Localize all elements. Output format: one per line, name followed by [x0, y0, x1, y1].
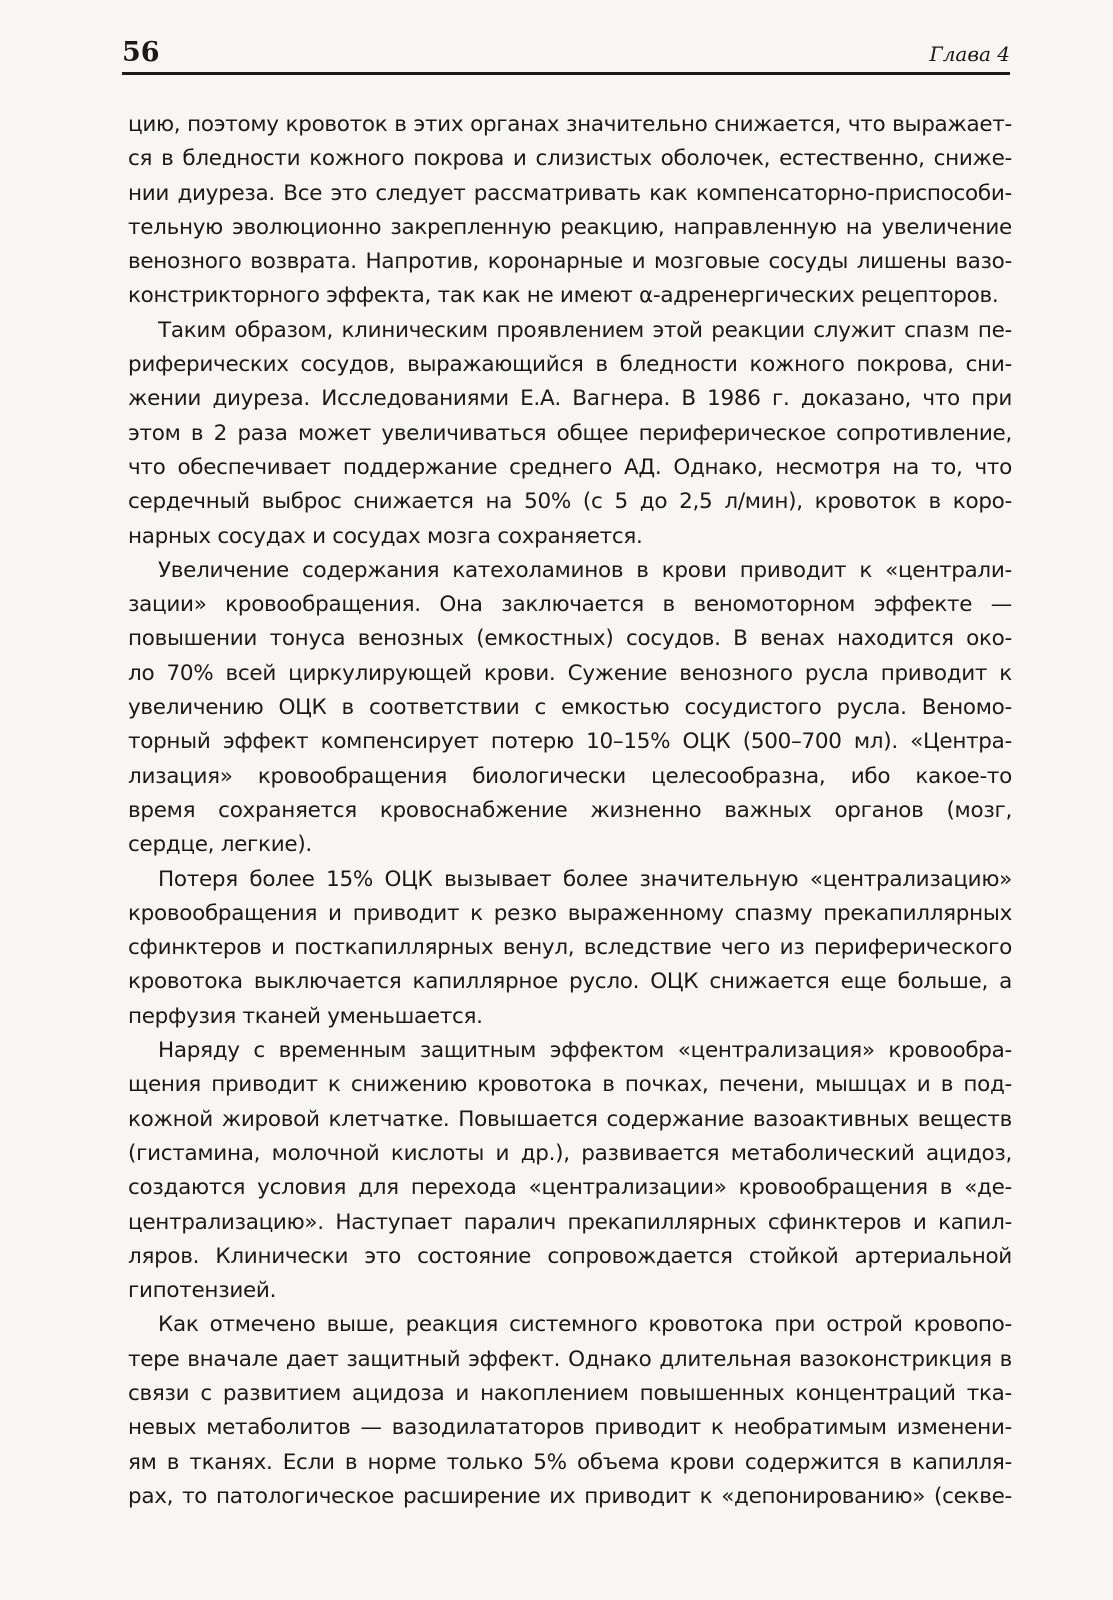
text-line: связи с развитием ацидоза и накоплением повышенных концентраций тка-: [128, 1380, 1012, 1406]
text-line: Таким образом, клиническим проявлением этой реакции служит спазм пе-: [158, 317, 1012, 343]
chapter-label: Глава 4: [929, 42, 1010, 66]
paragraph: [128, 108, 1012, 314]
text-line: Как отмечено выше, реакция системного кровотока при острой кровопо-: [158, 1312, 1012, 1338]
text-line: цию, поэтому кровоток в этих органах значительно снижается, что выражает-: [128, 112, 1012, 137]
text-line: кожной жировой клетчатке. Повышается содержание вазоактивных веществ: [128, 1106, 1012, 1132]
text-line: Потеря более 15% ОЦК вызывает более значительную «централизацию»: [158, 866, 1012, 892]
text-line: рах, то патологическое расширение их приводит к «депонированию» (секве-: [128, 1483, 1012, 1509]
text-line: централизацию». Наступает паралич прекапиллярных сфинктеров и капил-: [128, 1209, 1012, 1235]
page-number: 56: [122, 37, 160, 68]
text-line: кровообращения и приводит к резко выраженному спазму прекапиллярных: [128, 900, 1012, 926]
text-line: время сохраняется кровоснабжение жизненно важных органов (мозг,: [128, 797, 1012, 823]
text-line: нарных сосудах и сосудах мозга сохраняется.: [128, 523, 643, 549]
paragraph: [128, 1308, 1012, 1514]
text-line: риферических сосудов, выражающийся в бледности кожного покрова, сни-: [128, 352, 1012, 378]
text-line: зации» кровообращения. Она заключается в веномоторном эффекте —: [128, 592, 1012, 618]
text-line: нии диуреза. Все это следует рассматривать как компенсаторно-приспособи-: [128, 180, 1012, 206]
paragraph: [128, 1034, 1012, 1308]
text-line: венозного возврата. Напротив, коронарные и мозговые сосуды лишены вазо-: [128, 249, 1012, 275]
text-line: ся в бледности кожного покрова и слизистых оболочек, естественно, сниже-: [128, 146, 1012, 172]
text-line: тере вначале дает защитный эффект. Однако длительная вазоконстрикция в: [128, 1346, 1012, 1372]
paragraph: [128, 314, 1012, 554]
text-line: сфинктеров и посткапиллярных венул, вследствие чего из периферического: [128, 935, 1012, 961]
text-line: кровотока выключается капиллярное русло. ОЦК снижается еще больше, а: [128, 969, 1012, 995]
text-line: щения приводит к снижению кровотока в почках, печени, мышцах и в под-: [128, 1072, 1012, 1098]
text-line: ям в тканях. Если в норме только 5% объема крови содержится в капилля-: [128, 1449, 1012, 1475]
text-line: что обеспечивает поддержание среднего АД. Однако, несмотря на то, что: [128, 454, 1012, 480]
text-line: этом в 2 раза может увеличиваться общее периферическое сопротивление,: [128, 420, 1012, 446]
paragraph: [128, 554, 1012, 863]
text-line: Увеличение содержания катехоламинов в крови приводит к «централи-: [158, 557, 1012, 583]
body-text: [128, 108, 1012, 1514]
text-line: лизация» кровообращения биологически целесообразна, ибо какое-то: [128, 763, 1012, 789]
text-line: ляров. Клинически это состояние сопровождается стойкой артериальной: [128, 1243, 1012, 1269]
text-line: создаются условия для перехода «централизации» кровообращения в «де-: [128, 1175, 1012, 1201]
text-line: тельную эволюционно закрепленную реакцию, направленную на увеличение: [128, 214, 1012, 240]
page-header: [122, 36, 1010, 75]
text-line: перфузия тканей уменьшается.: [128, 1003, 483, 1029]
text-line: гипотензией.: [128, 1278, 277, 1304]
text-line: невых метаболитов — вазодилататоров приводит к необратимым изменени-: [128, 1415, 1012, 1441]
text-line: сердечный выброс снижается на 50% (с 5 до 2,5 л/мин), кровоток в коро-: [128, 489, 1012, 515]
paragraph: [128, 863, 1012, 1034]
text-line: констрикторного эффекта, так как не имеют α-адренергических рецепторов.: [128, 283, 999, 309]
text-line: ло 70% всей циркулирующей крови. Сужение венозного русла приводит к: [128, 660, 1012, 686]
text-line: Наряду с временным защитным эффектом «централизация» кровообра-: [158, 1038, 1012, 1064]
text-line: повышении тонуса венозных (емкостных) сосудов. В венах находится око-: [128, 626, 1012, 652]
text-line: увеличению ОЦК в соответствии с емкостью сосудистого русла. Веномо-: [128, 695, 1012, 721]
text-line: сердце, легкие).: [128, 832, 312, 858]
text-line: (гистамина, молочной кислоты и др.), развивается метаболический ацидоз,: [128, 1140, 1012, 1166]
text-line: торный эффект компенсирует потерю 10–15% ОЦК (500–700 мл). «Центра-: [128, 729, 1012, 755]
text-line: жении диуреза. Исследованиями Е.А. Вагнера. В 1986 г. доказано, что при: [128, 386, 1012, 412]
